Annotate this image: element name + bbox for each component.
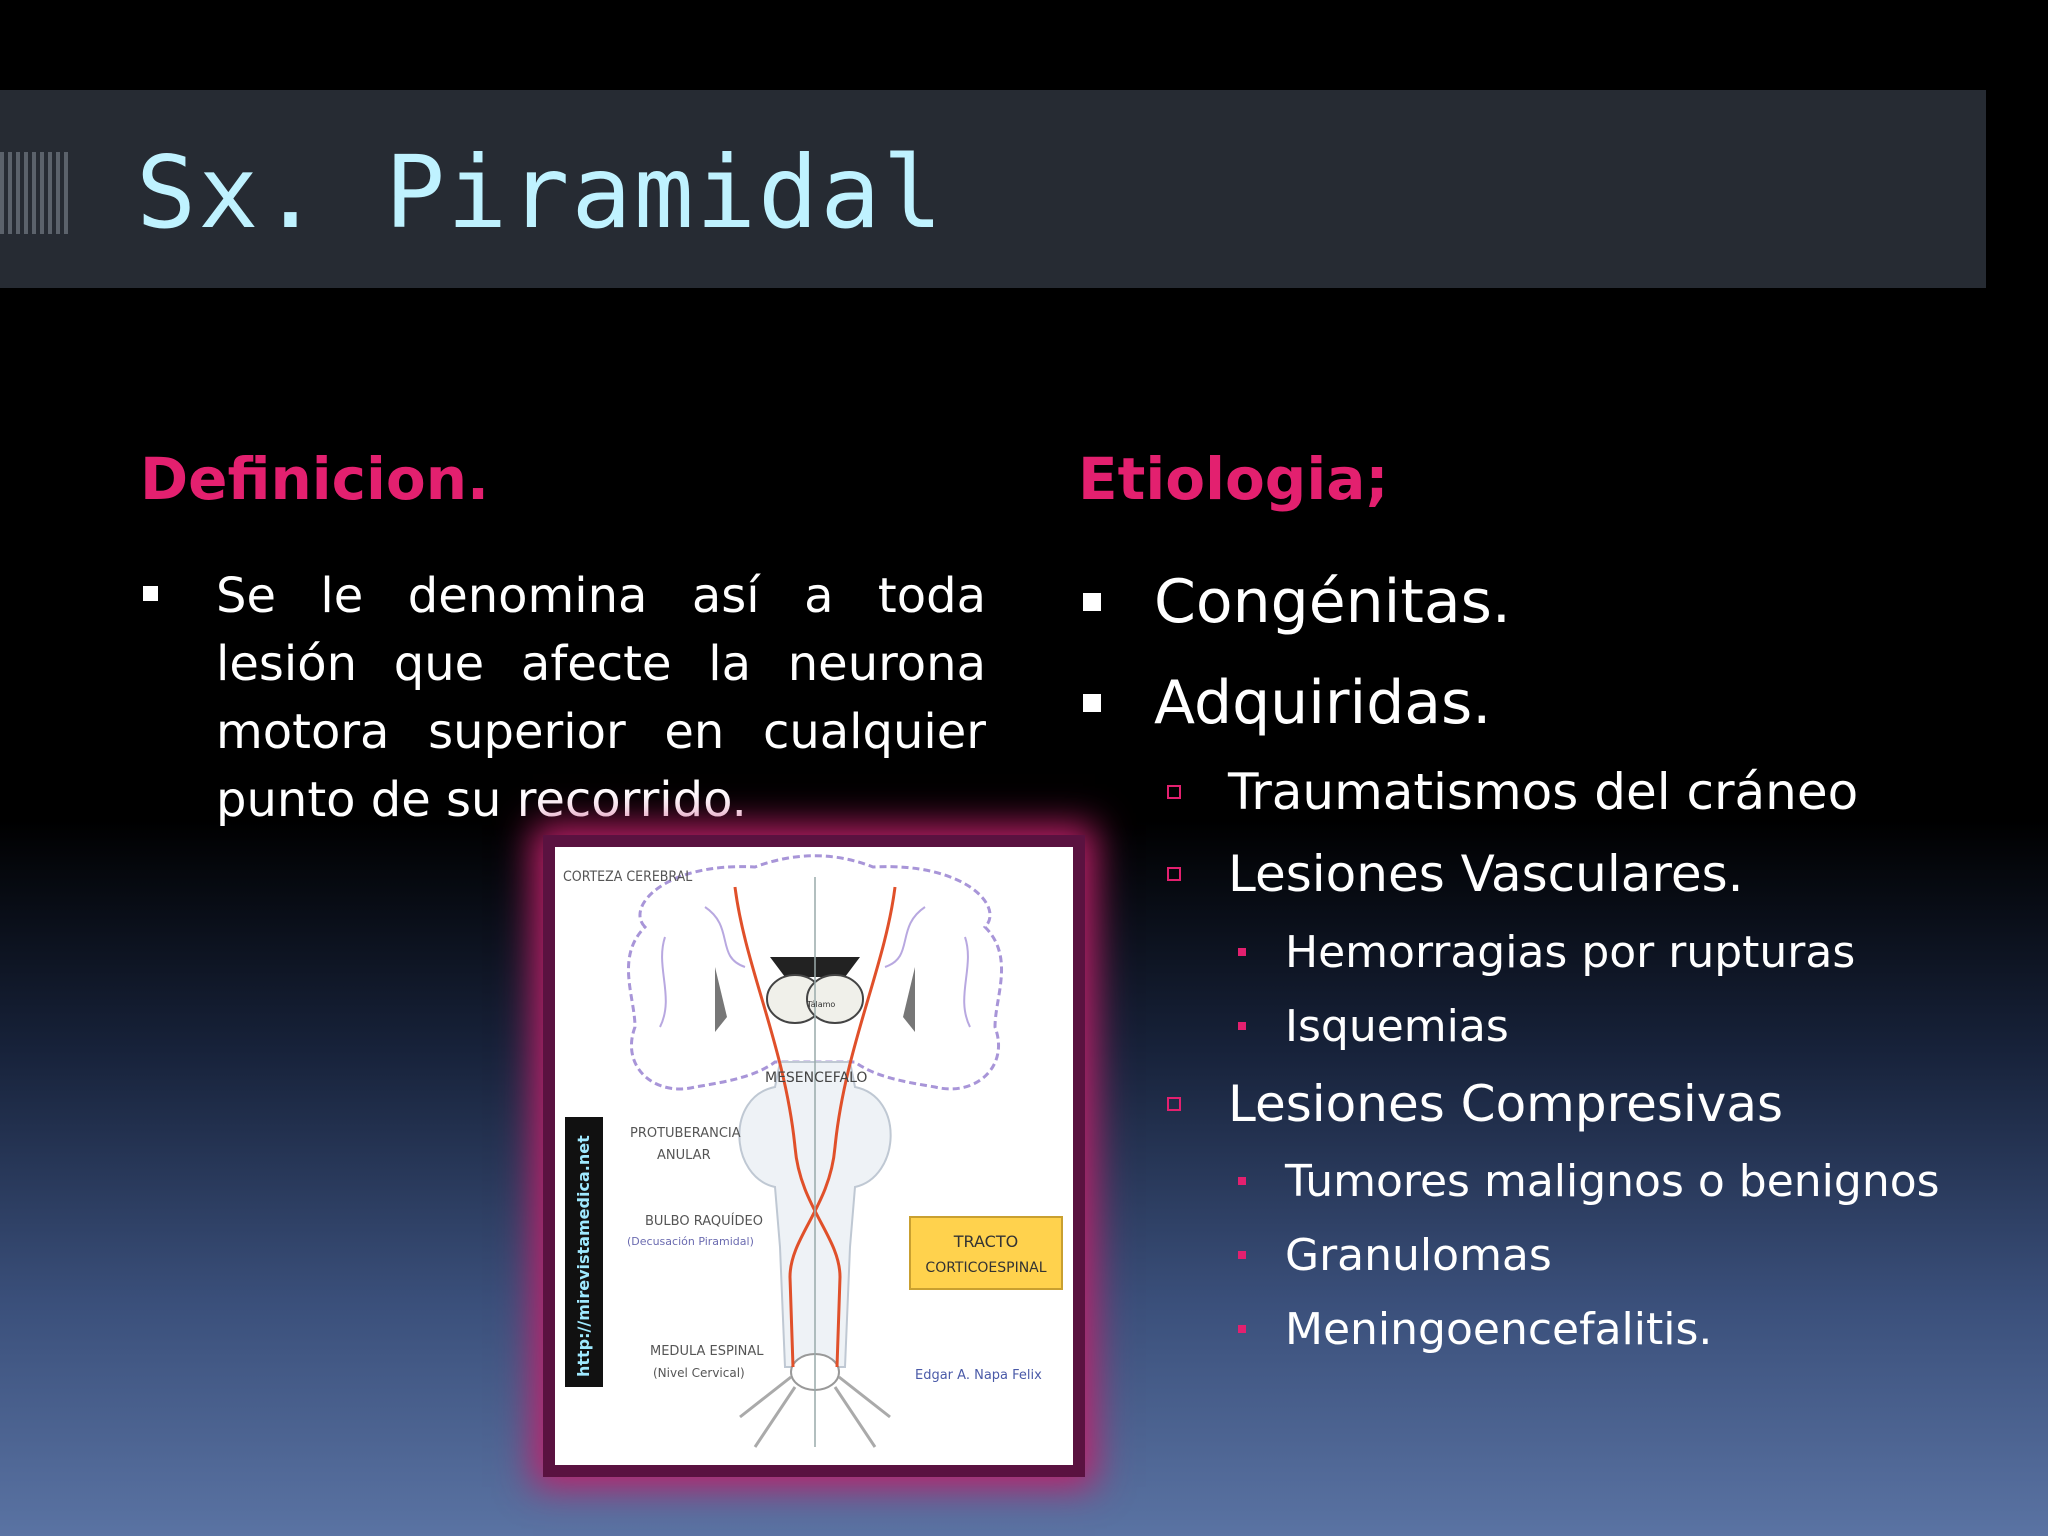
corticospinal-tract-figure <box>555 847 1073 1465</box>
bullet-small-square-icon <box>1238 1022 1246 1030</box>
bullet-hollow-square-icon <box>1167 785 1181 799</box>
etiology-item-congenitas: Congénitas. <box>1154 567 1511 637</box>
definition-text: Se le denomina así a toda lesión que afecte la neurona motora superior en cualquier punto de su recorrido. <box>216 568 986 828</box>
acquired-item-traumatismos: Traumatismos del cráneo <box>1228 763 1859 821</box>
label-protuberancia-2: ANULAR <box>657 1148 711 1163</box>
definition-heading: Definicion. <box>140 445 490 513</box>
label-tracto-2: CORTICOESPINAL <box>925 1260 1047 1276</box>
vascular-item-isquemias: Isquemias <box>1285 1001 1509 1052</box>
label-bulbo-1: BULBO RAQUÍDEO <box>645 1214 763 1229</box>
bullet-square-icon <box>1083 593 1101 611</box>
bullet-small-square-icon <box>1238 1251 1246 1259</box>
label-corteza: CORTEZA CEREBRAL <box>563 869 693 885</box>
bullet-small-square-icon <box>1238 1325 1246 1333</box>
etiology-item-adquiridas: Adquiridas. <box>1154 668 1492 738</box>
bullet-small-square-icon <box>1238 948 1246 956</box>
title-stripes-decoration <box>0 152 72 234</box>
compressive-item-tumores: Tumores malignos o benignos <box>1285 1156 1940 1207</box>
label-tracto-1: TRACTO <box>953 1232 1019 1251</box>
label-author: Edgar A. Napa Felix <box>915 1368 1042 1383</box>
label-bulbo-2: (Decusación Piramidal) <box>627 1235 754 1248</box>
label-protuberancia-1: PROTUBERANCIA <box>630 1126 741 1141</box>
brain-diagram <box>555 847 1073 1465</box>
acquired-item-lesiones-vasculares: Lesiones Vasculares. <box>1228 845 1744 903</box>
compressive-item-granulomas: Granulomas <box>1285 1230 1552 1281</box>
compressive-item-meningoencefalitis: Meningoencefalitis. <box>1285 1304 1713 1355</box>
label-talamo: Tálamo <box>807 1000 836 1009</box>
label-mesencefalo: MESENCEFALO <box>765 1070 868 1086</box>
label-medula-2: (Nivel Cervical) <box>653 1366 745 1380</box>
bullet-square-icon <box>1083 694 1101 712</box>
bullet-small-square-icon <box>1238 1177 1246 1185</box>
etiology-heading: Etiologia; <box>1078 445 1389 513</box>
slide-title: Sx. Piramidal <box>136 134 945 251</box>
vascular-item-hemorragias: Hemorragias por rupturas <box>1285 927 1856 978</box>
bullet-hollow-square-icon <box>1167 867 1181 881</box>
website-label: http://mirevistamedica.net <box>574 1135 593 1377</box>
definition-bullet-icon <box>143 586 158 601</box>
label-medula-1: MEDULA ESPINAL <box>650 1344 764 1359</box>
acquired-item-lesiones-compresivas: Lesiones Compresivas <box>1228 1075 1784 1133</box>
tracto-label-box <box>910 1217 1062 1289</box>
bullet-hollow-square-icon <box>1167 1097 1181 1111</box>
